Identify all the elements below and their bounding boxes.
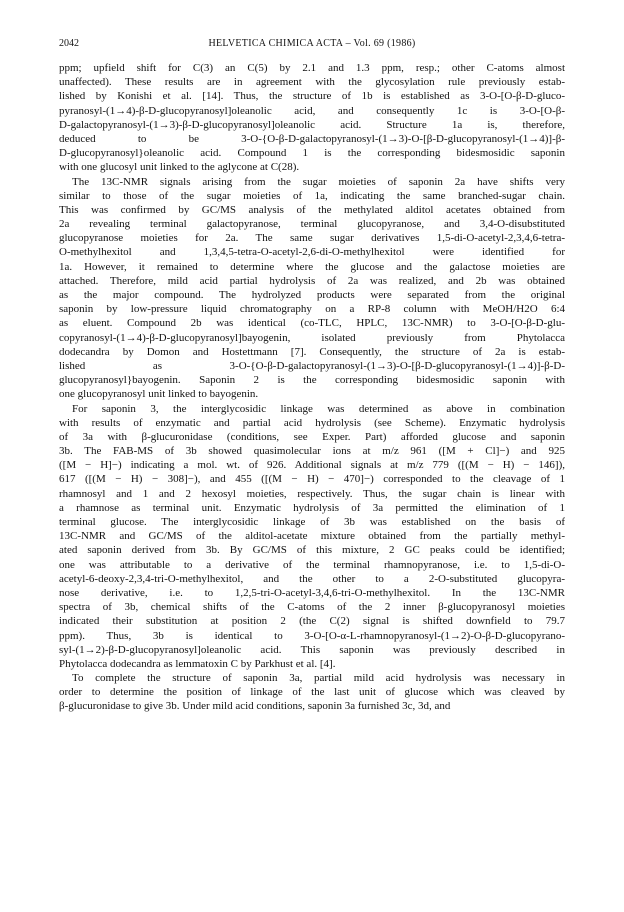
text-line: dodecandra by Domon and Hostettmann [7]. Consequently, the structure of 2a is estab- (59, 345, 565, 358)
text-line: glucopyranose moieties for 2a. The same sugar derivatives 1,5-di-O-acetyl-2,3,4,6-tetra- (59, 232, 565, 245)
text-line: lished by Konishi et al. [14]. Thus, the structure of 1b is established as 3-O-[O-β-D-gluco- (59, 90, 565, 103)
text-line: acetyl-6-deoxy-2,3,4-tri-O-methylhexitol, and the other to a 2-O-substituted glucopyra- (59, 572, 565, 585)
text-line: ([M − H]−) indicating a mol. wt. of 926. Additional signals at m/z 779 ([(M − H) − 146]), (59, 459, 565, 472)
text-line: unaffected). These results are in agreement with the glycosylation rule previously estab- (59, 76, 565, 89)
text-line: similar to those of the sugar moieties of 1a, indicating the same branched-sugar chain. (59, 189, 565, 202)
text-line: For saponin 3, the interglycosidic linkage was determined as above in combination (72, 402, 565, 415)
text-line: as eluent. Compound 2b was identical (co-TLC, HPLC, 13C-NMR) to 3-O-[O-β-D-glu- (59, 317, 565, 330)
text-line: 2a revealing terminal galactopyranose, terminal glucopyranose, and 3,4-O-disubstituted (59, 218, 565, 231)
text-line: with results of enzymatic and partial acid hydrolysis (see Scheme). Enzymatic hydrolysis (59, 416, 565, 429)
text-line: To complete the structure of saponin 3a, partial mild acid hydrolysis was necessary in (72, 672, 565, 685)
text-line: Phytolacca dodecandra as lemmatoxin C by Parkhust et al. [4]. (59, 657, 336, 670)
article-body (59, 61, 565, 714)
text-line: ppm; upfield shift for C(3) an C(5) by 2.1 and 1.3 ppm, resp.; other C-atoms almost (59, 62, 565, 74)
text-line: 3b. The FAB-MS of 3b showed quasimolecular ions at m/z 961 ([M + Cl]−) and 925 (59, 445, 565, 458)
text-line: copyranosyl-(1→4)-β-D-glucopyranosyl]bayogenin, isolated previously from Phytolacca (59, 331, 565, 344)
text-line: 1a. However, it remained to determine where the glucose and the galactose moieties are (59, 260, 565, 273)
text-line: nose derivative, i.e. to 1,2,5-tri-O-acetyl-3,4,6-tri-O-methylhexitol. In the 13C-NMR (59, 586, 565, 599)
text-line: terminal glucose. The interglycosidic linkage of 3b was established on the basis of (59, 516, 565, 528)
text-line: rhamnosyl and 1 and 2 hexosyl moieties, respectively. Thus, the sugar chain is linear with (59, 487, 565, 500)
text-line: 13C-NMR and GC/MS of the alditol-acetate mixture obtained from the partially methyl- (59, 530, 565, 543)
text-line: O-methylhexitol and 1,3,4,5-tetra-O-acetyl-2,6-di-O-methylhexitol were identified for (59, 246, 565, 259)
text-line: syl-(1→2)-β-D-glucopyranosyl]oleanolic acid. This saponin was previously described in (59, 643, 565, 656)
text-line: saponin by low-pressure liquid chromatography on a RP-8 column with MeOH/H2O 6:4 (59, 303, 565, 316)
paragraph (59, 175, 565, 402)
text-line: one glucopyranosyl unit linked to bayogenin. (59, 388, 259, 401)
text-line: pyranosyl-(1→4)-β-D-glucopyranosyl]oleanolic acid, and consequently 1c is 3-O-[O-β- (59, 104, 565, 117)
paragraph (59, 402, 565, 672)
text-line: glucopyranosyl}bayogenin. Saponin 2 is the corresponding bidesmosidic saponin with (59, 374, 565, 387)
text-line: attached. Therefore, mild acid partial hydrolysis of 2a was realized, and 2b was obtained (59, 274, 565, 287)
text-line: indicated their substitution at position 2 (the C(2) signal is shifted downfield to 79.7 (59, 615, 565, 628)
paragraph (59, 671, 565, 714)
text-line: of 3a with β-glucuronidase (conditions, see Exper. Part) afforded glucose and saponin (59, 430, 565, 443)
journal-title: HELVETICA CHIMICA ACTA – Vol. 69 (1986) (208, 38, 416, 49)
text-line: The 13C-NMR signals arising from the sugar moieties of saponin 2a have shifts very (72, 175, 565, 188)
running-header (59, 38, 565, 52)
text-line: with one glucosyl unit linked to the aglycone at C(28). (59, 161, 300, 174)
text-line: D-glucopyranosyl}oleanolic acid. Compound 1 is the corresponding bidesmosidic saponin (59, 147, 565, 160)
text-line: one was attributable to a derivative of the terminal rhamnopyranose, i.e. to 1,5-di-O- (59, 558, 565, 571)
text-line: a rhamnose as terminal unit. Enzymatic hydrolysis of 3a permitted the elimination of 1 (59, 501, 565, 514)
text-line: spectra of 3b, chemical shifts of the C-atoms of the 2 inner β-glucopyranosyl moieties (59, 601, 565, 614)
text-line: This was confirmed by GC/MS analysis of the methylated alditol acetates obtained from (59, 203, 565, 216)
text-line: lished as 3-O-{O-β-D-galactopyranosyl-(1→3)-O-[β-D-glucopyranosyl-(1→4)]-β-D- (59, 359, 565, 372)
page-number: 2042 (59, 38, 79, 49)
text-line: as the major compound. The hydrolyzed products were separated from the original (59, 289, 565, 301)
text-line: order to determine the position of linkage of the last unit of glucose which was cleaved by (59, 686, 565, 699)
text-line: ated saponin derived from 3b. By GC/MS of this mixture, 2 GC peaks could be identified; (59, 544, 565, 557)
text-line: β-glucuronidase to give 3b. Under mild acid conditions, saponin 3a furnished 3c, 3d, and (59, 700, 451, 713)
text-line: D-galactopyranosyl-(1→3)-β-D-glucopyranosyl]oleanolic acid. Structure 1a is, therefore, (59, 118, 565, 131)
text-line: ppm). Thus, 3b is identical to 3-O-[O-α-L-rhamnopyranosyl-(1→2)-O-β-D-glucopyrano- (59, 629, 565, 642)
text-line: 617 ([(M − H) − 308]−), and 455 ([(M − H) − 470]−) corresponded to the cleavage of 1 (59, 473, 565, 486)
text-line: deduced to be 3-O-{O-β-D-galactopyranosyl-(1→3)-O-[β-D-glucopyranosyl-(1→4)]-β- (59, 132, 565, 145)
paragraph (59, 61, 565, 175)
